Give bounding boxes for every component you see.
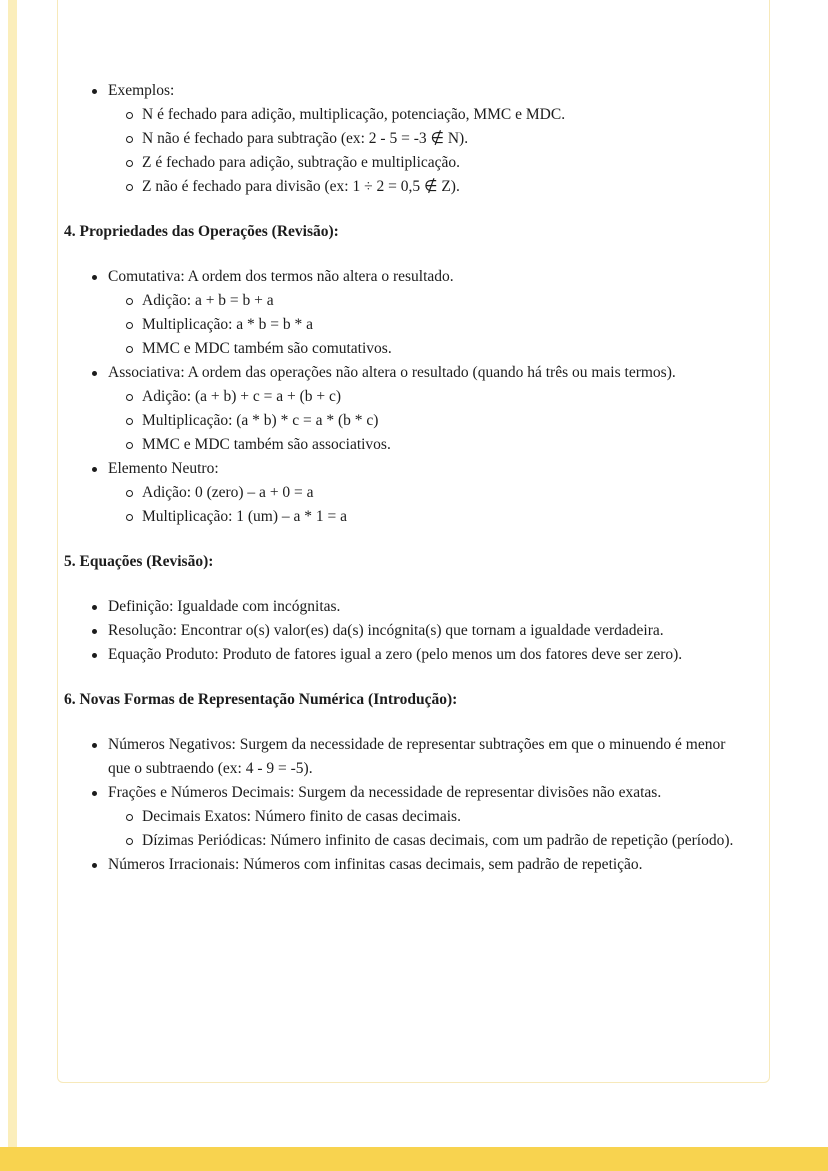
circle-bullet-icon [124,175,142,199]
circle-bullet-icon [124,805,142,829]
list-item [90,643,747,667]
circle-bullet-icon [124,337,142,361]
sub-list-item [124,481,747,505]
list-item-text: Exemplos: [108,82,175,99]
circle-bullet-icon [124,409,142,433]
bullet-list [64,733,747,877]
section-heading: 6. Novas Formas de Representação Numérica (Introdução): [64,691,458,708]
list-item-text: Adição: (a + b) + c = a + (b + c) [142,388,342,405]
bullet-icon [90,853,108,877]
list-item-text: Multiplicação: (a * b) * c = a * (b * c) [142,412,379,429]
sub-list-item [124,175,747,199]
list-item-text: Números Irracionais: Números com infinitas casas decimais, sem padrão de repetição. [108,856,643,873]
sub-list-item [124,127,747,151]
list-item-text: Equação Produto: Produto de fatores igual a zero (pelo menos um dos fatores deve ser zero). [108,646,683,663]
bullet-icon [90,595,108,619]
bullet-list [64,265,747,529]
circle-bullet-icon [124,481,142,505]
list-item-text: Definição: Igualdade com incógnitas. [108,598,341,615]
list-item-text: MMC e MDC também são comutativos. [142,340,392,357]
list-item [90,595,747,619]
circle-bullet-icon [124,829,142,853]
list-item [90,457,747,481]
list-item-text: Associativa: A ordem das operações não altera o resultado (quando há três ou mais termos). [108,364,676,381]
bullet-icon [90,643,108,667]
bottom-accent-bar [0,1147,828,1171]
circle-bullet-icon [124,127,142,151]
bullet-icon [90,733,108,757]
bullet-list [64,79,747,199]
section-heading: 5. Equações (Revisão): [64,553,214,570]
list-item-text: Multiplicação: 1 (um) – a * 1 = a [142,508,348,525]
circle-bullet-icon [124,313,142,337]
list-item-text: MMC e MDC também são associativos. [142,436,391,453]
left-accent-stripe [8,0,17,1147]
list-item [90,619,747,643]
list-item-text: Adição: a + b = b + a [142,292,274,309]
circle-bullet-icon [124,151,142,175]
bullet-icon [90,619,108,643]
list-item [90,361,747,385]
list-item-text: Adição: 0 (zero) – a + 0 = a [142,484,314,501]
sub-list-item [124,409,747,433]
bullet-icon [90,457,108,481]
section-heading: 4. Propriedades das Operações (Revisão): [64,223,339,240]
list-item-text: Multiplicação: a * b = b * a [142,316,314,333]
list-item-text: Z é fechado para adição, subtração e multiplicação. [142,154,461,171]
list-item-text: Dízimas Periódicas: Número infinito de casas decimais, com um padrão de repetição (período). [142,832,734,849]
sub-list-item [124,805,747,829]
list-item-text: Elemento Neutro: [108,460,219,477]
page [57,0,770,1083]
document-content [58,0,769,917]
list-item-text: Frações e Números Decimais: Surgem da necessidade de representar divisões não exatas. [108,784,662,801]
list-item-text: Comutativa: A ordem dos termos não altera o resultado. [108,268,454,285]
bullet-icon [90,79,108,103]
list-item-text: Resolução: Encontrar o(s) valor(es) da(s) incógnita(s) que tornam a igualdade verdadeira. [108,622,664,639]
sub-list-item [124,505,747,529]
sub-list-item [124,151,747,175]
list-item [90,79,747,103]
list-item-text: N é fechado para adição, multiplicação, potenciação, MMC e MDC. [142,106,566,123]
sub-list-item [124,103,747,127]
sub-list-item [124,433,747,457]
sub-list-item [124,385,747,409]
circle-bullet-icon [124,103,142,127]
circle-bullet-icon [124,385,142,409]
list-item [90,853,747,877]
sub-list-item [124,337,747,361]
list-item-text: Z não é fechado para divisão (ex: 1 ÷ 2 = 0,5 ∉ Z). [142,178,460,195]
sub-list-item [124,289,747,313]
bullet-icon [90,781,108,805]
circle-bullet-icon [124,505,142,529]
circle-bullet-icon [124,289,142,313]
list-item-text: N não é fechado para subtração (ex: 2 - 5 = -3 ∉ N). [142,130,469,147]
list-item-text: Decimais Exatos: Número finito de casas decimais. [142,808,461,825]
bullet-list [64,595,747,667]
sub-list-item [124,829,747,853]
list-item [90,781,747,805]
circle-bullet-icon [124,433,142,457]
list-item [90,733,747,781]
sub-list-item [124,313,747,337]
bullet-icon [90,265,108,289]
bullet-icon [90,361,108,385]
list-item-text: Números Negativos: Surgem da necessidade de representar subtrações em que o minuendo é menor que o subtraendo (ex: 4 - 9 = -5). [108,736,726,777]
list-item [90,265,747,289]
